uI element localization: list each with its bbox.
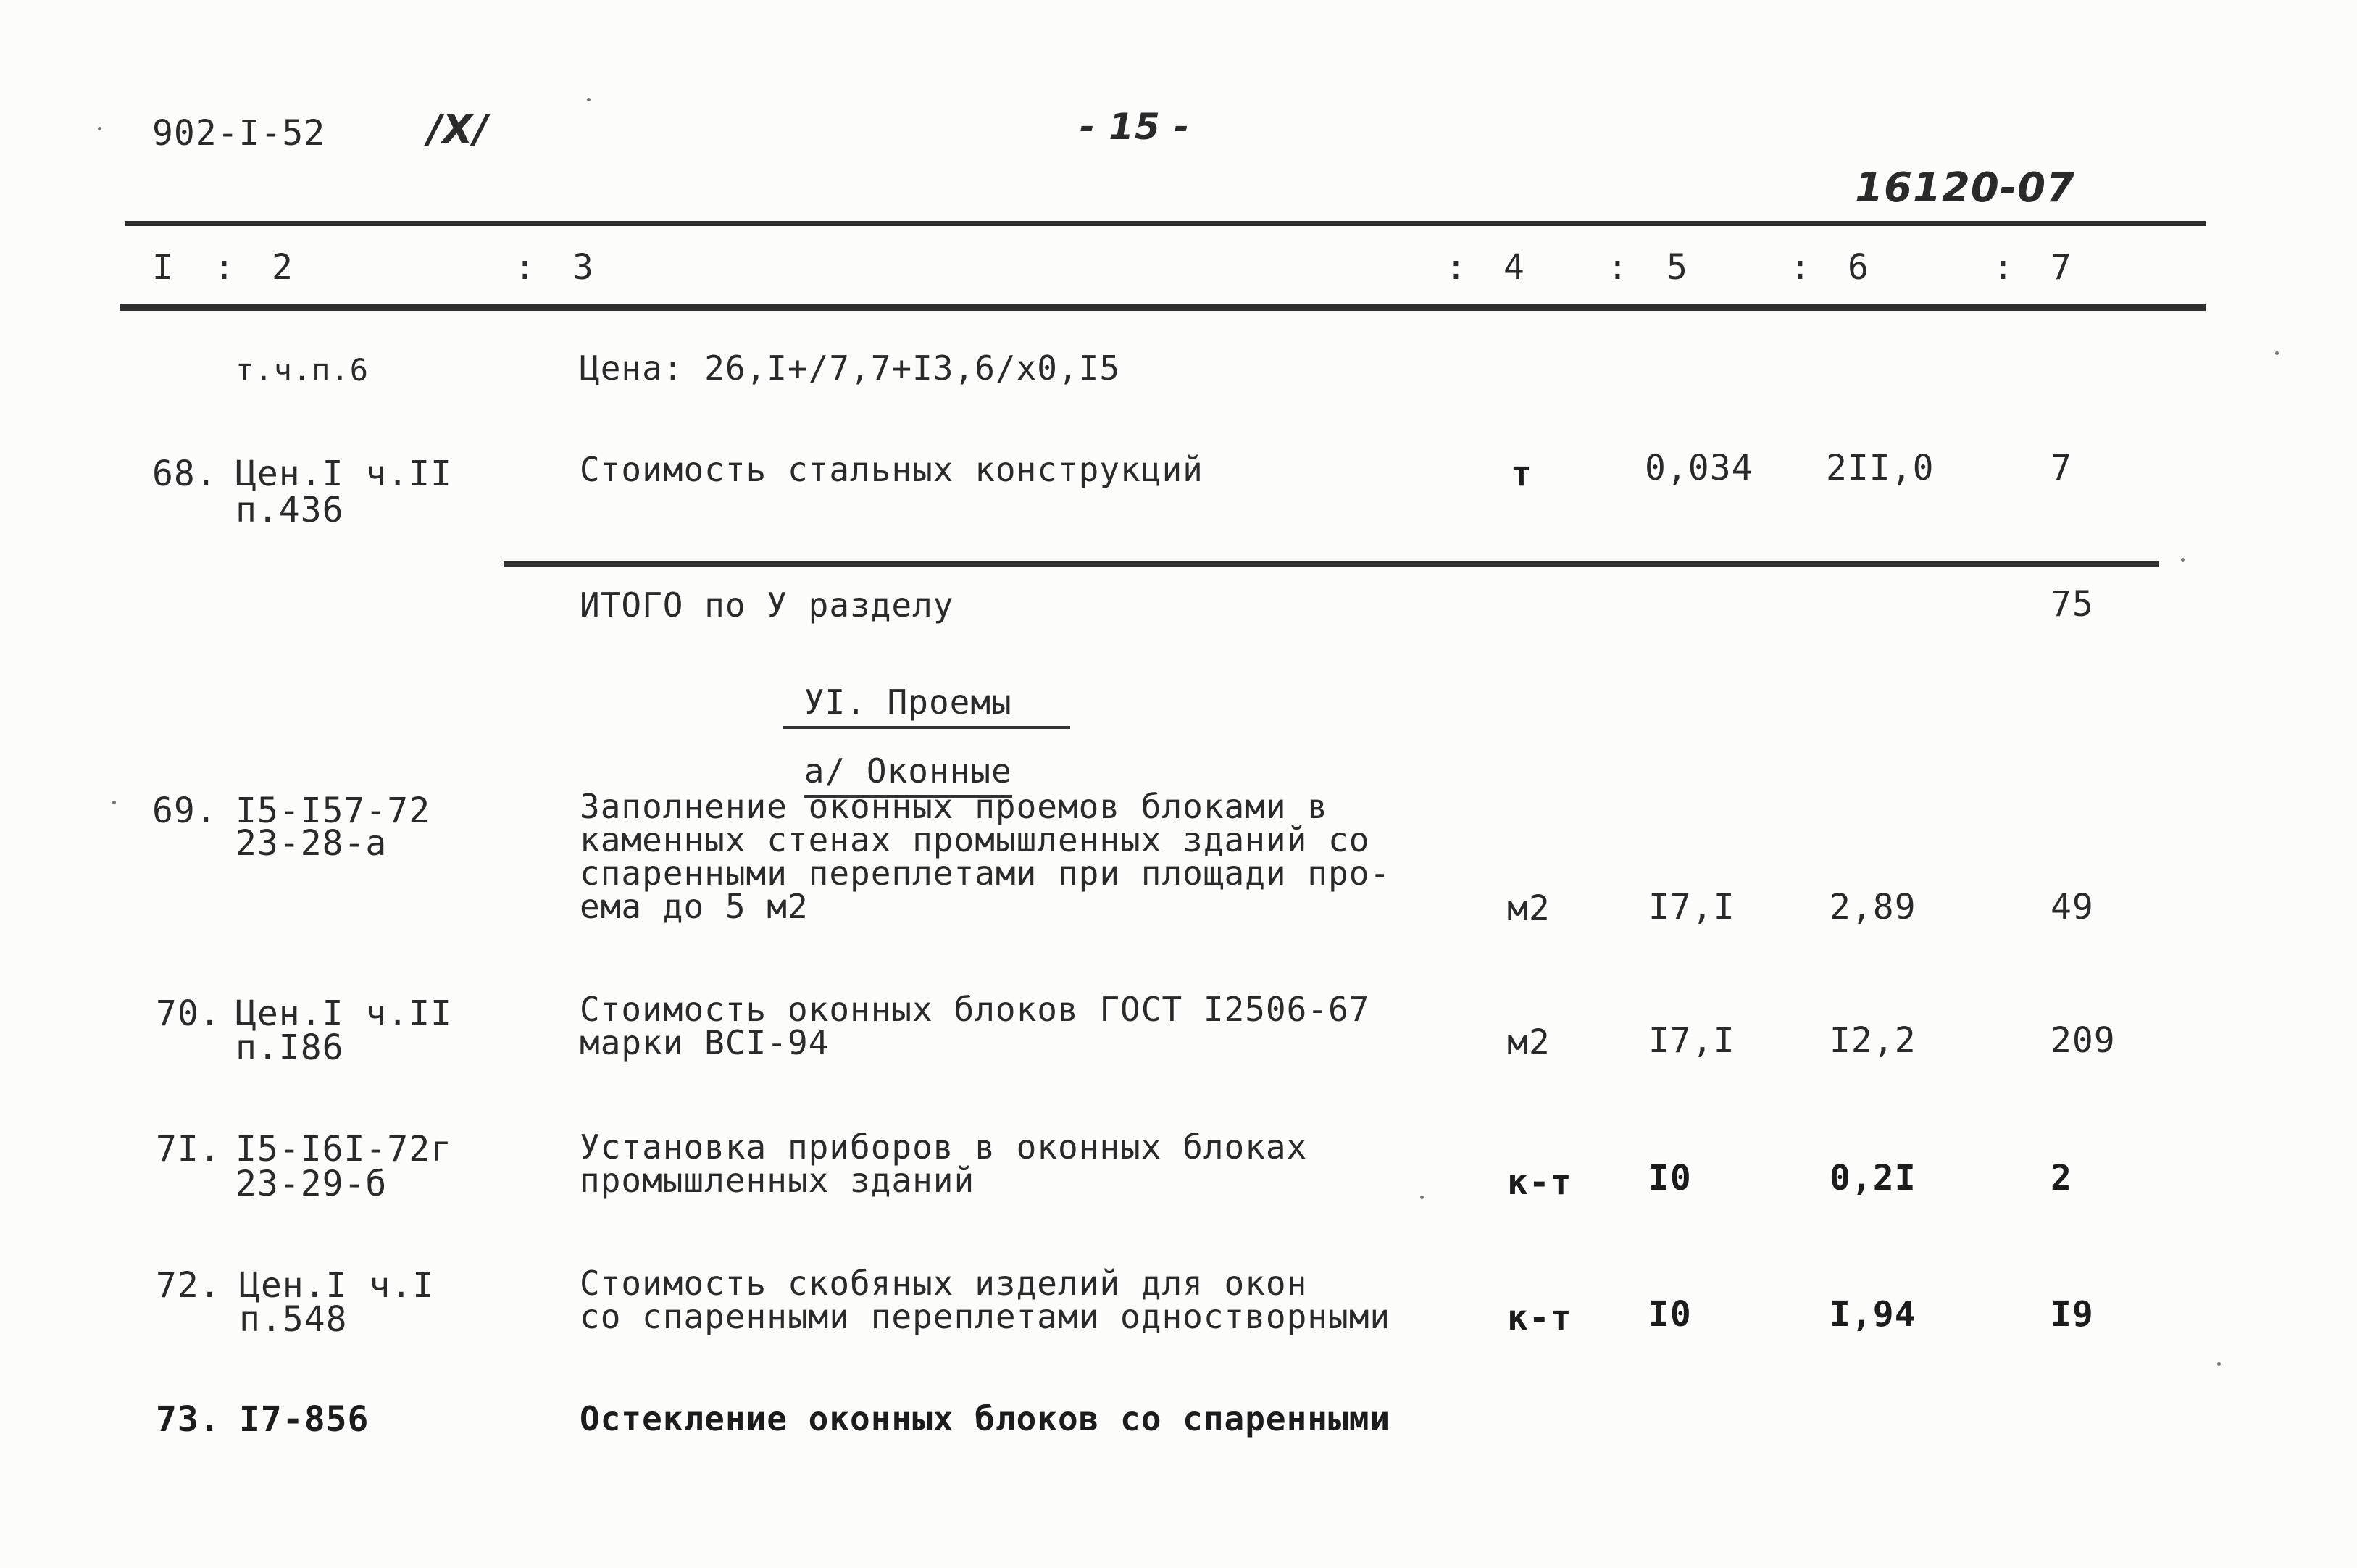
subtotal-rule <box>504 561 2159 567</box>
row-description <box>580 787 1391 926</box>
row-number: 7I. <box>156 1129 221 1169</box>
description-line: спаренными переплетами при площади про- <box>580 854 1391 893</box>
col-1-number: I <box>152 247 174 288</box>
row-quantity: I0 <box>1648 1158 1692 1198</box>
row-description: Остекление оконных блоков со спаренными <box>580 1399 1391 1438</box>
subtotal-label: ИТОГО по У разделу <box>580 585 954 625</box>
row-unit: м2 <box>1507 1022 1551 1063</box>
row-unit: т <box>1511 454 1532 494</box>
description-line: Стоимость оконных блоков ГОСТ I2506-67 <box>580 990 1370 1029</box>
col-separator: : <box>514 247 536 288</box>
scan-speck <box>2217 1362 2221 1366</box>
row-quantity: I7,I <box>1648 1020 1735 1061</box>
description-line: Стоимость скобяных изделий для окон <box>580 1264 1308 1303</box>
col-separator: : <box>1446 247 1467 288</box>
row-unit: м2 <box>1507 888 1551 929</box>
row-reference: I5-I6I-72г <box>235 1129 452 1169</box>
row-total: I9 <box>2051 1294 2094 1335</box>
col-2-number: 2 <box>272 247 293 288</box>
scan-speck <box>98 127 101 130</box>
description-line: со спаренными переплетами одностворными <box>580 1297 1391 1336</box>
col-6-number: 6 <box>1848 247 1869 288</box>
row-reference-item: п.436 <box>235 490 344 530</box>
row-unit: к-т <box>1507 1162 1572 1203</box>
scan-speck <box>2275 351 2279 355</box>
row-unit-price: 2,89 <box>1830 887 1916 927</box>
col-4-number: 4 <box>1503 247 1525 288</box>
col-separator: : <box>1993 247 2014 288</box>
row-description <box>580 1127 1308 1200</box>
row-description: Стоимость стальных конструкций <box>580 450 1203 489</box>
scan-speck <box>2181 558 2185 562</box>
row-number: 70. <box>156 993 221 1034</box>
price-note-ref: т.ч.п.6 <box>235 352 370 388</box>
page-number: - 15 - <box>1080 106 1190 148</box>
row-reference-item: п.I86 <box>235 1027 344 1068</box>
scan-speck <box>587 98 591 101</box>
row-quantity: I0 <box>1648 1294 1692 1335</box>
row-number: 73. <box>156 1399 221 1440</box>
header-top-rule <box>125 221 2206 226</box>
col-3-number: 3 <box>572 247 594 288</box>
row-number: 72. <box>156 1265 221 1306</box>
row-number: 69. <box>152 791 217 831</box>
description-line: каменных стенах промышленных зданий со <box>580 820 1370 859</box>
row-quantity: 0,034 <box>1645 448 1753 488</box>
row-reference: Цен.I ч.II <box>235 993 452 1034</box>
header-bottom-rule <box>120 304 2206 311</box>
description-line: промышленных зданий <box>580 1161 975 1200</box>
description-line: Установка приборов в оконных блоках <box>580 1127 1308 1167</box>
row-total: 49 <box>2051 887 2094 927</box>
section-subtitle-text: а/ Оконные <box>804 751 1012 798</box>
description-line: Заполнение оконных проемов блоками в <box>580 787 1328 826</box>
row-reference: I7-856 <box>239 1399 370 1440</box>
scan-speck <box>112 801 116 804</box>
col-separator: : <box>1790 247 1811 288</box>
row-total: 209 <box>2051 1020 2116 1061</box>
row-description <box>580 1264 1391 1336</box>
subtotal-total: 75 <box>2051 584 2094 625</box>
row-total: 7 <box>2051 448 2072 488</box>
section-title-text: УI. Проемы <box>783 683 1070 729</box>
description-line: ема до 5 м2 <box>580 887 809 926</box>
row-total: 2 <box>2051 1158 2072 1198</box>
project-code: 902-I-52 <box>152 113 326 154</box>
row-unit: к-т <box>1507 1298 1572 1338</box>
scan-speck <box>1420 1196 1424 1199</box>
description-line: марки ВСI-94 <box>580 1023 830 1062</box>
row-unit-price: 0,2I <box>1830 1158 1916 1198</box>
sheet-number: 16120-07 <box>1855 164 2075 212</box>
row-reference-item: п.548 <box>239 1299 348 1340</box>
row-reference: Цен.I ч.I <box>239 1265 435 1306</box>
col-5-number: 5 <box>1666 247 1688 288</box>
row-number: 68. <box>152 454 217 494</box>
row-description <box>580 990 1370 1062</box>
price-note-text: Цена: 26,I+/7,7+I3,6/x0,I5 <box>580 349 1121 388</box>
col-separator: : <box>214 247 235 288</box>
row-unit-price: I,94 <box>1830 1294 1916 1335</box>
row-unit-price: I2,2 <box>1830 1020 1916 1061</box>
row-reference-item: 23-29-б <box>235 1164 388 1204</box>
album-mark: /X/ <box>427 107 489 152</box>
row-unit-price: 2II,0 <box>1826 448 1935 488</box>
row-reference: I5-I57-72 <box>235 791 431 831</box>
col-separator: : <box>1607 247 1629 288</box>
row-reference: Цен.I ч.II <box>235 454 452 494</box>
row-reference-item: 23-28-а <box>235 823 388 864</box>
col-7-number: 7 <box>2051 247 2072 288</box>
row-quantity: I7,I <box>1648 887 1735 927</box>
